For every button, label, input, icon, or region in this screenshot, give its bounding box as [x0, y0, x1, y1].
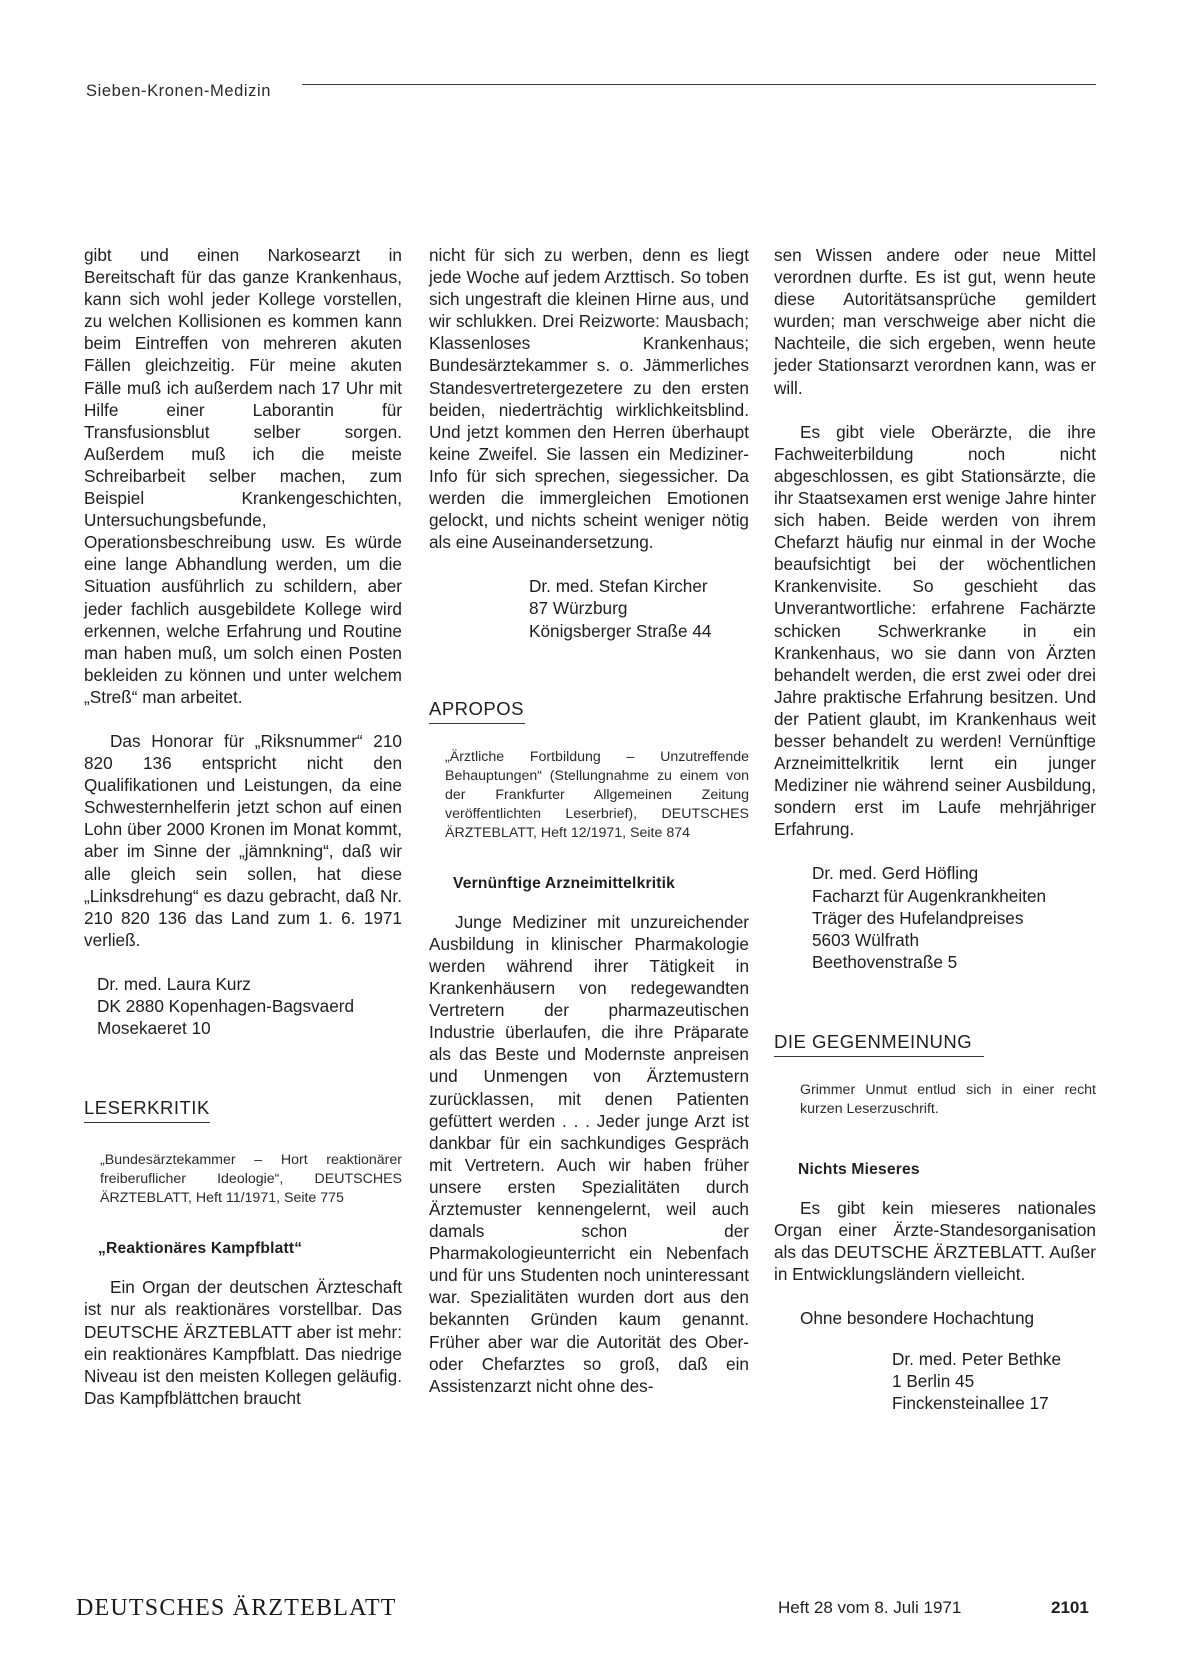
issue-date: Heft 28 vom 8. Juli 1971 [778, 1598, 962, 1617]
signature-line: Finckensteinallee 17 [892, 1392, 1049, 1413]
signature-line: Dr. med. Gerd Höfling [812, 863, 979, 884]
journal-name: DEUTSCHES ÄRZTEBLATT [76, 1595, 397, 1621]
citation: Grimmer Unmut entlud sich in einer recht kurzen Leserzuschrift. [800, 1082, 1096, 1117]
paragraph: Das Honorar für „Riksnummer“ 210 820 136 entspricht nicht den Qualifikationen und Leistungen, da eine Schwesternhelferin jetzt schon auf einen Lohn über 2000 Kronen im Monat kommt, aber im Sinne der „jämnkning“, daß wir alle gleich sein sollen, hat diese „Linksdrehung“ es dazu gebracht, daß Nr. 210 820 136 das Land zum 1. 6. 1971 verließ. [84, 730, 402, 950]
section-heading: APROPOS [429, 698, 525, 724]
column-1 [84, 244, 402, 1409]
signature-block [774, 862, 1096, 972]
closing-line: Ohne besondere Hochachtung [800, 1308, 1035, 1329]
signature-line: Mosekaeret 10 [97, 1018, 211, 1039]
page-number: 2101 [1051, 1598, 1089, 1617]
citation: „Ärztliche Fortbildung – Unzutreffende Behauptungen“ (Stellungnahme zu einem von der Frankfurter Allgemeinen Zeitung veröffentlichten Leserbrief), DEUTSCHES ÄRZTEBLATT, Heft 12/1971, Seite 874 [445, 748, 749, 841]
section-heading-wrap [774, 1031, 1096, 1057]
signature-line: DK 2880 Kopenhagen-Bagsvaerd [97, 996, 355, 1016]
citation: „Bundesärztekammer – Hort reaktionärer freiberuflicher Ideologie“, DEUTSCHES ÄRZTEBLATT, Heft 11/1971, Seite 775 [100, 1152, 402, 1207]
column-2 [429, 244, 749, 1397]
article-subheading: „Reaktionäres Kampfblatt“ [98, 1240, 303, 1258]
signature-line: Träger des Hufelandpreises [812, 907, 1024, 928]
paragraph: sen Wissen andere oder neue Mittel verordnen durfte. Es ist gut, wenn heute diese Autoritätsansprüche gemildert wurden; man verschweige aber nicht die Nachteile, die sich ergeben, wenn heute jeder Stationsarzt verordnen kann, was er will. [774, 245, 1096, 398]
signature-line: 5603 Wülfrath [812, 929, 920, 950]
signature-line: Beethovenstraße 5 [812, 951, 958, 972]
signature-line: Facharzt für Augenkrankheiten [812, 885, 1047, 906]
article-subheading: Nichts Mieseres [798, 1161, 920, 1178]
signature-block [429, 575, 749, 641]
signature-line: Dr. med. Stefan Kircher [529, 576, 708, 597]
signature-line: Königsberger Straße 44 [529, 620, 712, 641]
section-heading-wrap [84, 1097, 402, 1123]
section-heading: LESERKRITIK [84, 1097, 210, 1123]
signature-line: Dr. med. Peter Bethke [892, 1348, 1062, 1369]
section-heading-wrap [429, 698, 749, 724]
signature-line: 87 Würzburg [529, 598, 628, 619]
signature-line: 1 Berlin 45 [892, 1370, 975, 1391]
signature-line: Dr. med. Laura Kurz [97, 973, 251, 994]
paragraph: gibt und einen Narkosearzt in Bereitschaft für das ganze Krankenhaus, kann sich wohl jeder Kollege vorstellen, zu welchen Kollisionen es kommen kann beim Eintreffen von mehreren akuten Fällen gleichzeitig. Für meine akuten Fälle muß ich außerdem nach 17 Uhr mit Hilfe einer Laborantin für Transfusionsblut selber sorgen. Außerdem muß ich die meiste Schreibarbeit selber machen, zum Beispiel Krankengeschichten, Untersuchungsbefunde, Operationsbeschreibung usw. Es würde eine lange Abhandlung werden, um die Situation ausführlich zu schildern, aber jeder fachlich ausgebildete Kollege wird erkennen, welche Erfahrung und Routine man haben muß, um solch einen Posten bekleiden zu können und unter welchem „Streß“ man arbeitet. [84, 245, 402, 707]
paragraph: Junge Mediziner mit unzureichender Ausbildung in klinischer Pharmakologie werden während ihrer Tätigkeit in Krankenhäusern von redegewandten Vertretern der pharmazeutischen Industrie überlaufen, die ihre Präparate als das Beste und Modernste anpreisen und Unmengen von Ärztemustern zurücklassen, mit denen Patienten gefüttert werden . . . Jeder junge Arzt ist dankbar für ein sachkundiges Gespräch mit Vertretern. Auch wir haben früher unsere ersten Spezialitäten durch Ärztemuster kennengelernt, weil auch damals schon der Pharmakologieunterricht ein Nebenfach und für uns Studenten noch uninteressant war. Spezialitäten wurden dort aus den bekannten Gründen kaum genannt. Früher aber war die Autorität des Ober- oder Chefarztes so groß, daß ein Assistenzarzt nicht ohne des- [429, 911, 749, 1396]
paragraph: nicht für sich zu werben, denn es liegt jede Woche auf jedem Arzttisch. So toben sich ungestraft die kleinen Hirne aus, und wir schlukken. Drei Reizworte: Mausbach; Klassenloses Krankenhaus; Bundesärztekammer s. o. Jämmerliches Standesvertretergezetere zu den ersten beiden, niederträchtig wirklichkeitsblind. Und jetzt kommen den Herren überhaupt keine Zweifel. Sie lassen ein Mediziner-Info für sich sprechen, siegessicher. Da werden die immergleichen Emotionen gelockt, und nichts scheint weniger nötig als eine Auseinandersetzung. [429, 245, 749, 553]
section-heading: DIE GEGENMEINUNG [774, 1031, 984, 1057]
paragraph: Ein Organ der deutschen Ärzteschaft ist nur als reaktionäres vorstellbar. Das DEUTSCHE ÄRZTEBLATT aber ist mehr: ein reaktionäres Kampfblatt. Das niedrige Niveau ist den meisten Kollegen geläufig. Das Kampfblättchen braucht [84, 1277, 402, 1408]
paragraph: Es gibt viele Oberärzte, die ihre Fachweiterbildung noch nicht abgeschlossen, es gibt Stationsärzte, die ihr Staatsexamen erst wenige Jahre hinter sich haben. Beide werden von ihrem Chefarzt häufig nur einmal in der Woche beaufsichtigt bei der wöchentlichen Krankenvisite. So geschieht das Unverantwortliche: erfahrene Fachärzte schicken Schwerkranke in ein Krankenhaus, wo sie dann von Ärzten behandelt werden, die erst zwei oder drei Jahre praktische Erfahrung besitzen. Und der Patient glaubt, im Krankenhaus weit besser behandelt zu werden! Vernünftige Arzneimittelkritik lernt ein junger Mediziner nie während seiner Ausbildung, sondern erst im Laufe mehrjähriger Erfahrung. [774, 421, 1096, 840]
signature-block [84, 973, 402, 1039]
paragraph: Es gibt kein mieseres nationales Organ einer Ärzte-Standesorganisation als das DEUTSCHE ÄRZTEBLATT. Außer in Entwicklungsländern vielleicht. [774, 1198, 1096, 1285]
signature-block [774, 1348, 1096, 1414]
column-3 [774, 244, 1096, 1414]
header-rule [302, 84, 1096, 85]
article-subheading: Vernünftige Arzneimittelkritik [453, 874, 676, 892]
running-head: Sieben-Kronen-Medizin [86, 82, 272, 100]
